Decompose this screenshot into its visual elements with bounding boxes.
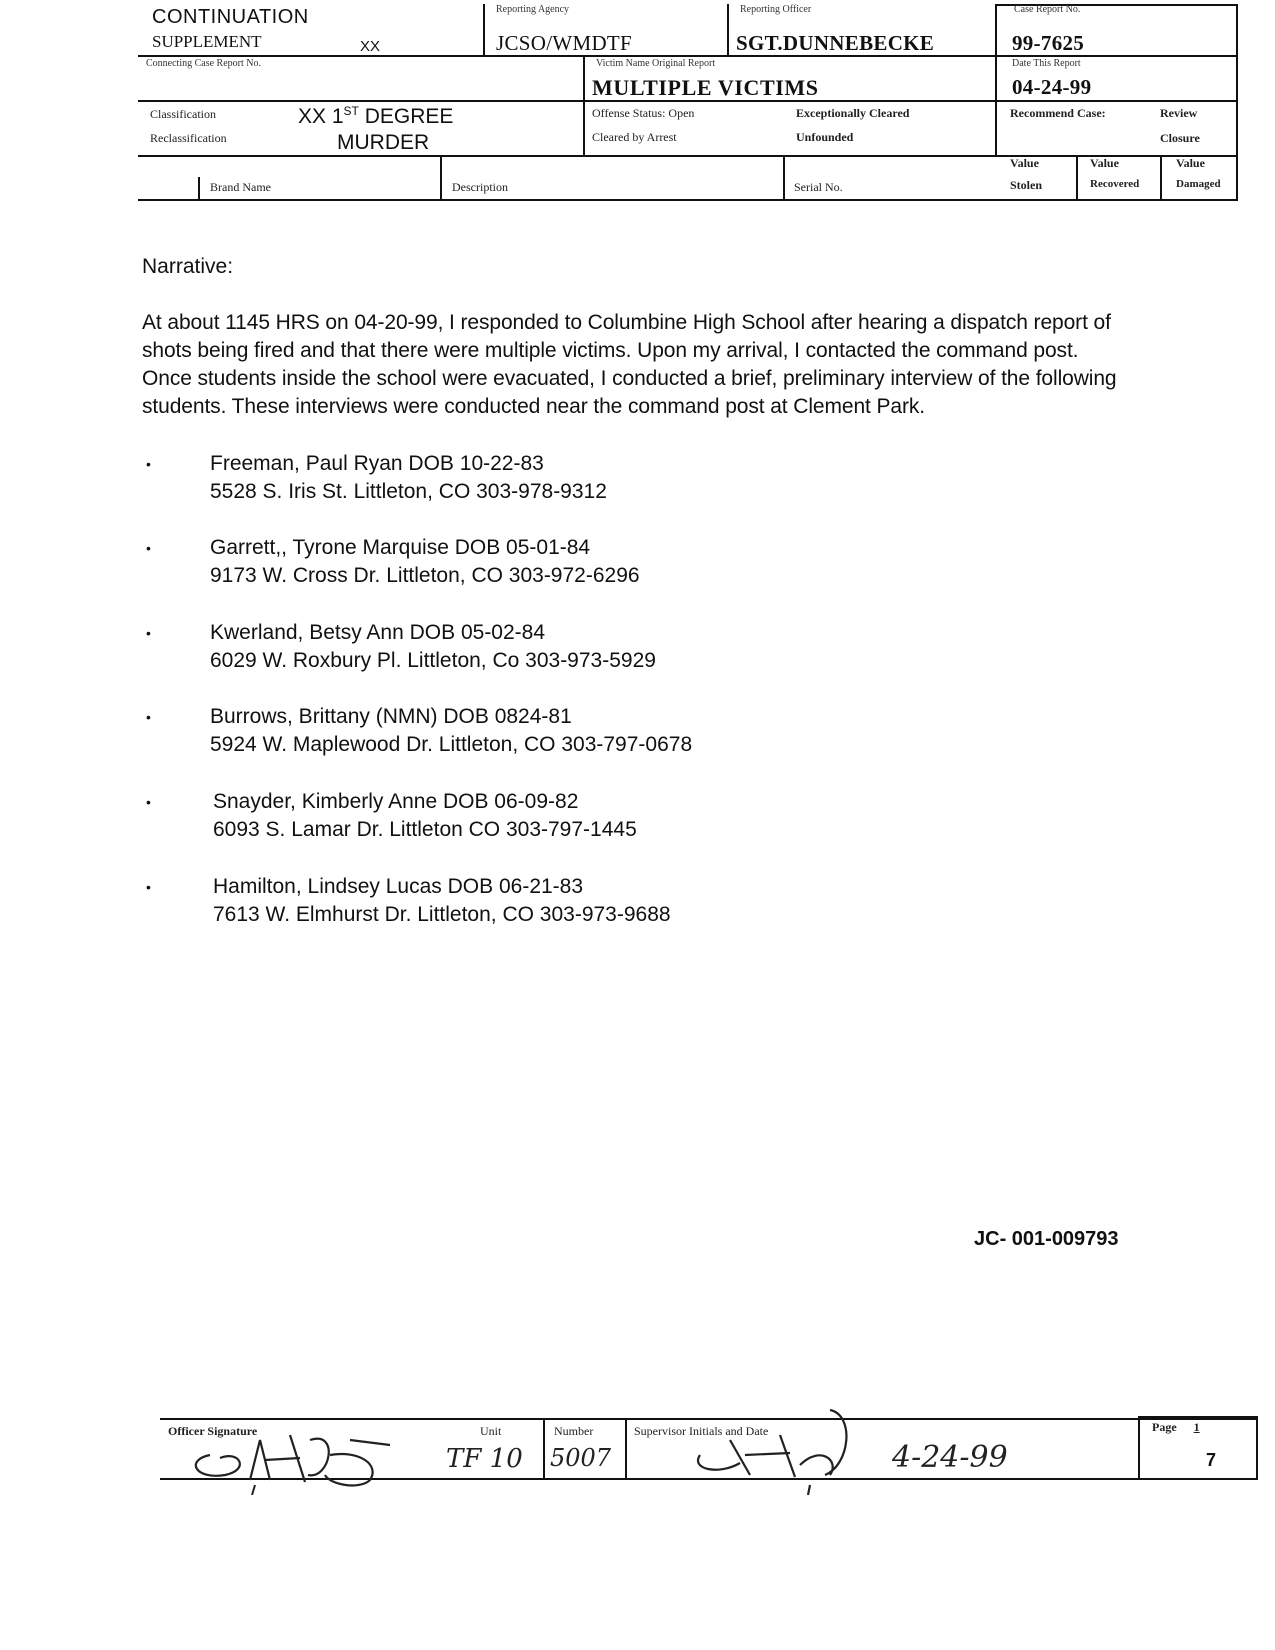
page-label-text: Page [1152, 1420, 1177, 1434]
classification-label: Classification [150, 107, 216, 121]
narrative-line: At about 1145 HRS on 04-20-99, I responded to Columbine High School after hearing a dispatch report of [142, 311, 1111, 334]
person-name: Garrett,, Tyrone Marquise DOB 05-01-84 [210, 536, 591, 559]
exceptionally-cleared-label: Exceptionally Cleared [796, 106, 910, 120]
date-label: Date This Report [1012, 58, 1081, 69]
classification-line2: MURDER [337, 131, 430, 154]
recovered-label: Recovered [1090, 178, 1140, 190]
person-name: Hamilton, Lindsey Lucas DOB 06-21-83 [213, 875, 584, 898]
value-stolen-label: Value [1010, 156, 1039, 170]
unfounded-label: Unfounded [796, 130, 854, 144]
person-address: 9173 W. Cross Dr. Littleton, CO 303-972-6296 [210, 564, 640, 587]
victim-label: Victim Name Original Report [596, 58, 716, 69]
number-value: 5007 [550, 1444, 612, 1472]
document-id: JC- 001-009793 [974, 1228, 1119, 1250]
narrative-heading: Narrative: [142, 255, 234, 278]
damaged-label: Damaged [1176, 178, 1221, 190]
officer-signature [180, 1410, 420, 1495]
person-name: Freeman, Paul Ryan DOB 10-22-83 [210, 452, 544, 475]
value-damaged-label: Value [1176, 156, 1205, 170]
reporting-agency: JCSO/WMDTF [496, 31, 633, 55]
classification-sup: ST [343, 104, 359, 118]
closure-label: Closure [1160, 131, 1200, 145]
person-name: Kwerland, Betsy Ann DOB 05-02-84 [210, 621, 546, 644]
reporting-agency-label: Reporting Agency [496, 4, 570, 15]
supervisor-label: Supervisor Initials and Date [634, 1424, 769, 1438]
classification [298, 104, 453, 129]
victim-name: MULTIPLE VICTIMS [592, 75, 819, 100]
reporting-officer: SGT.DUNNEBECKE [736, 31, 935, 55]
bullet: • [146, 794, 151, 810]
stolen-label: Stolen [1010, 178, 1043, 192]
bullet: • [146, 625, 151, 641]
narrative-line: Once students inside the school were evacuated, I conducted a brief, preliminary interview of the following [142, 367, 1117, 390]
brand-name-label: Brand Name [210, 180, 271, 194]
classification-degree: 1 [331, 105, 344, 128]
case-report-label: Case Report No. [1014, 4, 1081, 15]
person-name: Snayder, Kimberly Anne DOB 06-09-82 [213, 790, 579, 813]
person-address: 6093 S. Lamar Dr. Littleton CO 303-797-1445 [213, 818, 637, 841]
supervisor-initials [690, 1405, 890, 1495]
supervisor-date: 4-24-99 [892, 1440, 1008, 1475]
form-subtitle: SUPPLEMENT [152, 32, 262, 51]
classification-text: DEGREE [364, 105, 454, 128]
reporting-officer-label: Reporting Officer [740, 4, 812, 15]
person-name: Burrows, Brittany (NMN) DOB 0824-81 [210, 705, 572, 728]
narrative-line: shots being fired and that there were multiple victims. Upon my arrival, I contacted the command post. [142, 339, 1079, 362]
narrative-line: students. These interviews were conducted near the command post at Clement Park. [142, 395, 926, 418]
person-address: 6029 W. Roxbury Pl. Littleton, Co 303-973-5929 [210, 649, 656, 672]
review-label: Review [1160, 106, 1198, 120]
page-total: 7 [1206, 1450, 1217, 1470]
reclassification-label: Reclassification [150, 131, 227, 145]
serial-no-label: Serial No. [794, 180, 843, 194]
bullet: • [146, 879, 151, 895]
bullet: • [146, 709, 151, 725]
narrative-body [142, 309, 1252, 421]
person-address: 7613 W. Elmhurst Dr. Littleton, CO 303-973-9688 [213, 903, 671, 926]
number-label: Number [554, 1424, 594, 1438]
bullet: • [146, 456, 151, 472]
connecting-case-label: Connecting Case Report No. [146, 58, 261, 69]
offense-status-label: Offense Status: Open [592, 106, 695, 120]
officer-signature-label: Officer Signature [168, 1424, 258, 1438]
recommend-case-label: Recommend Case: [1010, 106, 1106, 120]
value-recovered-label: Value [1090, 156, 1119, 170]
cleared-by-arrest-label: Cleared by Arrest [592, 130, 677, 144]
case-report-no: 99-7625 [1012, 31, 1085, 55]
bullet: • [146, 540, 151, 556]
unit-label: Unit [480, 1424, 502, 1438]
supplement-mark: XX [360, 38, 381, 55]
page-value: 1 [1193, 1420, 1200, 1434]
form-title: CONTINUATION [152, 6, 309, 28]
classification-mark: XX [298, 105, 327, 128]
page-label [1152, 1420, 1200, 1435]
person-address: 5924 W. Maplewood Dr. Littleton, CO 303-797-0678 [210, 733, 693, 756]
unit-value: TF 10 [446, 1444, 523, 1474]
date-this-report: 04-24-99 [1012, 75, 1092, 99]
description-label: Description [452, 180, 508, 194]
person-address: 5528 S. Iris St. Littleton, CO 303-978-9312 [210, 480, 607, 503]
